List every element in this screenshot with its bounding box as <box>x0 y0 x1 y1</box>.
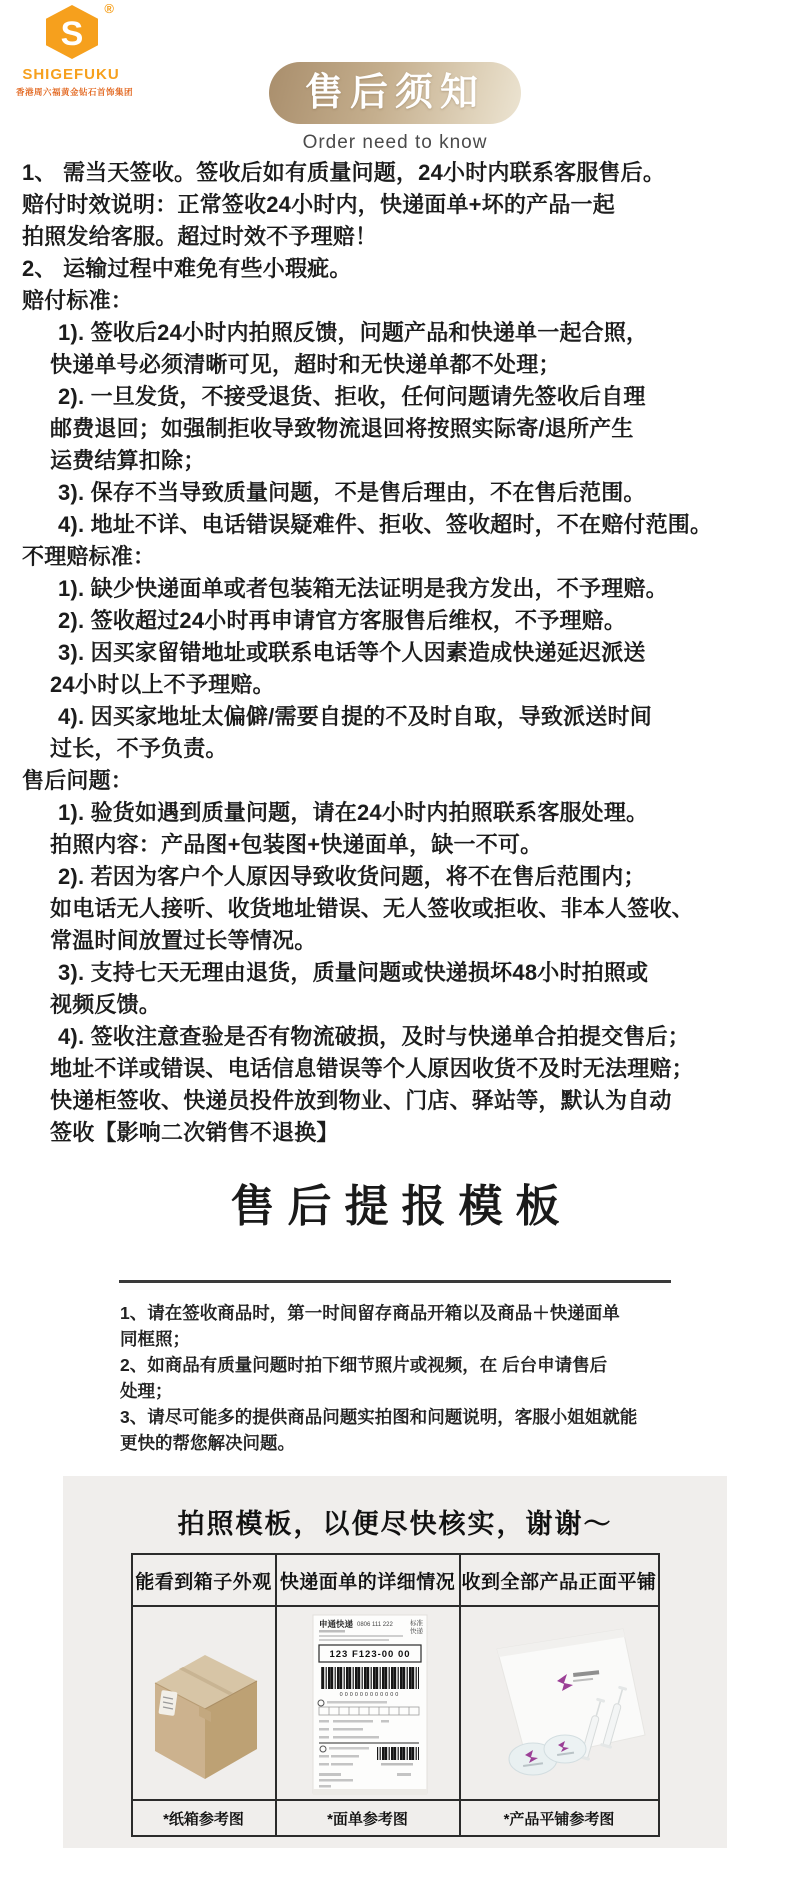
notice-line: 赔付标准： <box>22 288 134 313</box>
notice-line: 视频反馈。 <box>50 992 162 1017</box>
template-step-line: 更快的帮您解决问题。 <box>120 1433 295 1453</box>
table-image-row <box>132 1606 659 1800</box>
notice-line: 售后问题： <box>22 768 134 793</box>
notice-line: 拍照发给客服。超过时效不予理赔！ <box>22 224 378 249</box>
label-barcode-digits: 000000000000 <box>339 1692 400 1698</box>
label-service-top: 标准 <box>409 1620 423 1627</box>
page-subtitle: Order need to know <box>302 132 488 153</box>
table-header-cell: 收到全部产品正面平铺 <box>460 1554 659 1606</box>
table-caption-row <box>132 1800 659 1836</box>
hexagon-logo-icon <box>43 4 101 60</box>
brand-logo <box>43 1 114 65</box>
table-caption-cell: *面单参考图 <box>276 1800 460 1836</box>
notice-line: 2). 签收超过24小时再申请官方客服售后维权，不予理赔。 <box>58 608 627 633</box>
notice-line: 快递柜签收、快递员投件放到物业、门店、驿站等，默认为自动 <box>50 1088 672 1113</box>
table-caption-cell: *产品平铺参考图 <box>460 1800 659 1836</box>
notice-line: 快递单号必须清晰可见，超时和无快递单都不处理； <box>50 352 561 377</box>
svg-text:S: S <box>60 15 84 53</box>
notice-line: 2). 若因为客户个人原因导致收货问题，将不在售后范围内； <box>58 864 646 889</box>
brand-header <box>16 1 134 98</box>
notice-line: 1). 验货如遇到质量问题，请在24小时内拍照联系客服处理。 <box>58 800 649 825</box>
table-header-row <box>132 1554 659 1606</box>
template-steps <box>120 1300 680 1456</box>
notice-line: 24小时以上不予理赔。 <box>50 672 275 697</box>
notice-line: 2). 一旦发货，不接受退货、拒收，任何问题请先签收后自理 <box>58 384 646 409</box>
product-flatlay-image <box>461 1607 656 1799</box>
notice-line: 地址不详或错误、电话信息错误等个人原因收货不及时无法理赔； <box>50 1056 694 1081</box>
template-step-line: 2、如商品有质量问题时拍下细节照片或视频，在 后台申请售后 <box>120 1355 608 1375</box>
notice-line: 1). 签收后24小时内拍照反馈，问题产品和快递单一起合照， <box>58 320 649 345</box>
notice-line: 3). 因买家留错地址或联系电话等个人因素造成快递延迟派送 <box>58 640 646 665</box>
table-caption-cell: *纸箱参考图 <box>132 1800 276 1836</box>
svg-text:申通快递: 申通快递 <box>318 1619 353 1629</box>
registered-mark: ® <box>104 1 114 16</box>
notice-line: 3). 支持七天无理由退货，质量问题或快递损坏48小时拍照或 <box>58 960 649 985</box>
carton-box-image <box>133 1607 273 1799</box>
label-sort-code: 123 F123-00 00 <box>328 1649 411 1660</box>
product-flatlay-cell <box>460 1606 659 1800</box>
template-step-line: 处理； <box>120 1381 173 1401</box>
carton-box-cell <box>132 1606 276 1800</box>
template-step-line: 1、请在签收商品时，第一时间留存商品开箱以及商品＋快递面单 <box>120 1303 620 1323</box>
table-header-cell: 能看到箱子外观 <box>132 1554 276 1606</box>
notice-line: 邮费退回；如强制拒收导致物流退回将按照实际寄/退所产生 <box>50 416 634 441</box>
template-step-line: 3、请尽可能多的提供商品问题实拍图和问题说明，客服小姐姐就能 <box>120 1407 638 1427</box>
notice-line: 2、 运输过程中难免有些小瑕疵。 <box>22 256 352 281</box>
notice-line: 运费结算扣除； <box>50 448 206 473</box>
brand-tagline: 香港周六福黄金钻石首饰集团 <box>16 87 134 97</box>
notice-line: 4). 签收注意查验是否有物流破损，及时与快递单合拍提交售后； <box>58 1024 690 1049</box>
notice-line: 3). 保存不当导致质量问题，不是售后理由，不在售后范围。 <box>58 480 646 505</box>
notice-line: 拍照内容：产品图+包装图+快递面单，缺一不可。 <box>50 832 543 857</box>
notice-line: 过长，不予负责。 <box>50 736 228 761</box>
section-divider <box>119 1280 671 1283</box>
notice-body <box>0 157 790 1149</box>
table-header-cell: 快递面单的详细情况 <box>276 1554 460 1606</box>
notice-line: 4). 因买家地址太偏僻/需要自提的不及时自取，导致派送时间 <box>58 704 652 729</box>
page-title: 售后须知 <box>269 62 521 124</box>
photo-reference-table <box>131 1553 660 1837</box>
brand-name: SHIGEFUKU <box>22 66 120 83</box>
notice-line: 签收【影响二次销售不退换】 <box>50 1120 339 1145</box>
template-section-title: 售后提报模板 <box>230 1182 573 1231</box>
photo-panel-title: 拍照模板，以便尽快核实，谢谢～ <box>177 1509 613 1539</box>
notice-line: 4). 地址不详、电话错误疑难件、拒收、签收超时，不在赔付范围。 <box>58 512 713 537</box>
shipping-label-cell <box>276 1606 460 1800</box>
notice-line: 赔付时效说明：正常签收24小时内，快递面单+坏的产品一起 <box>22 192 615 217</box>
label-service-bottom: 快递 <box>409 1628 423 1635</box>
notice-line: 如电话无人接听、收货地址错误、无人签收或拒收、非本人签收、 <box>50 896 694 921</box>
label-phone: 0806 111 222 <box>356 1622 393 1628</box>
notice-line: 常温时间放置过长等情况。 <box>50 928 317 953</box>
photo-template-panel <box>63 1476 727 1848</box>
template-step-line: 同框照； <box>120 1329 190 1349</box>
notice-line: 不理赔标准： <box>22 544 156 569</box>
notice-line: 1). 缺少快递面单或者包装箱无法证明是我方发出，不予理赔。 <box>58 576 668 601</box>
jar-icons <box>509 1735 586 1775</box>
notice-line: 1、 需当天签收。签收后如有质量问题，24小时内联系客服售后。 <box>22 160 666 185</box>
shipping-label-image <box>277 1607 457 1799</box>
